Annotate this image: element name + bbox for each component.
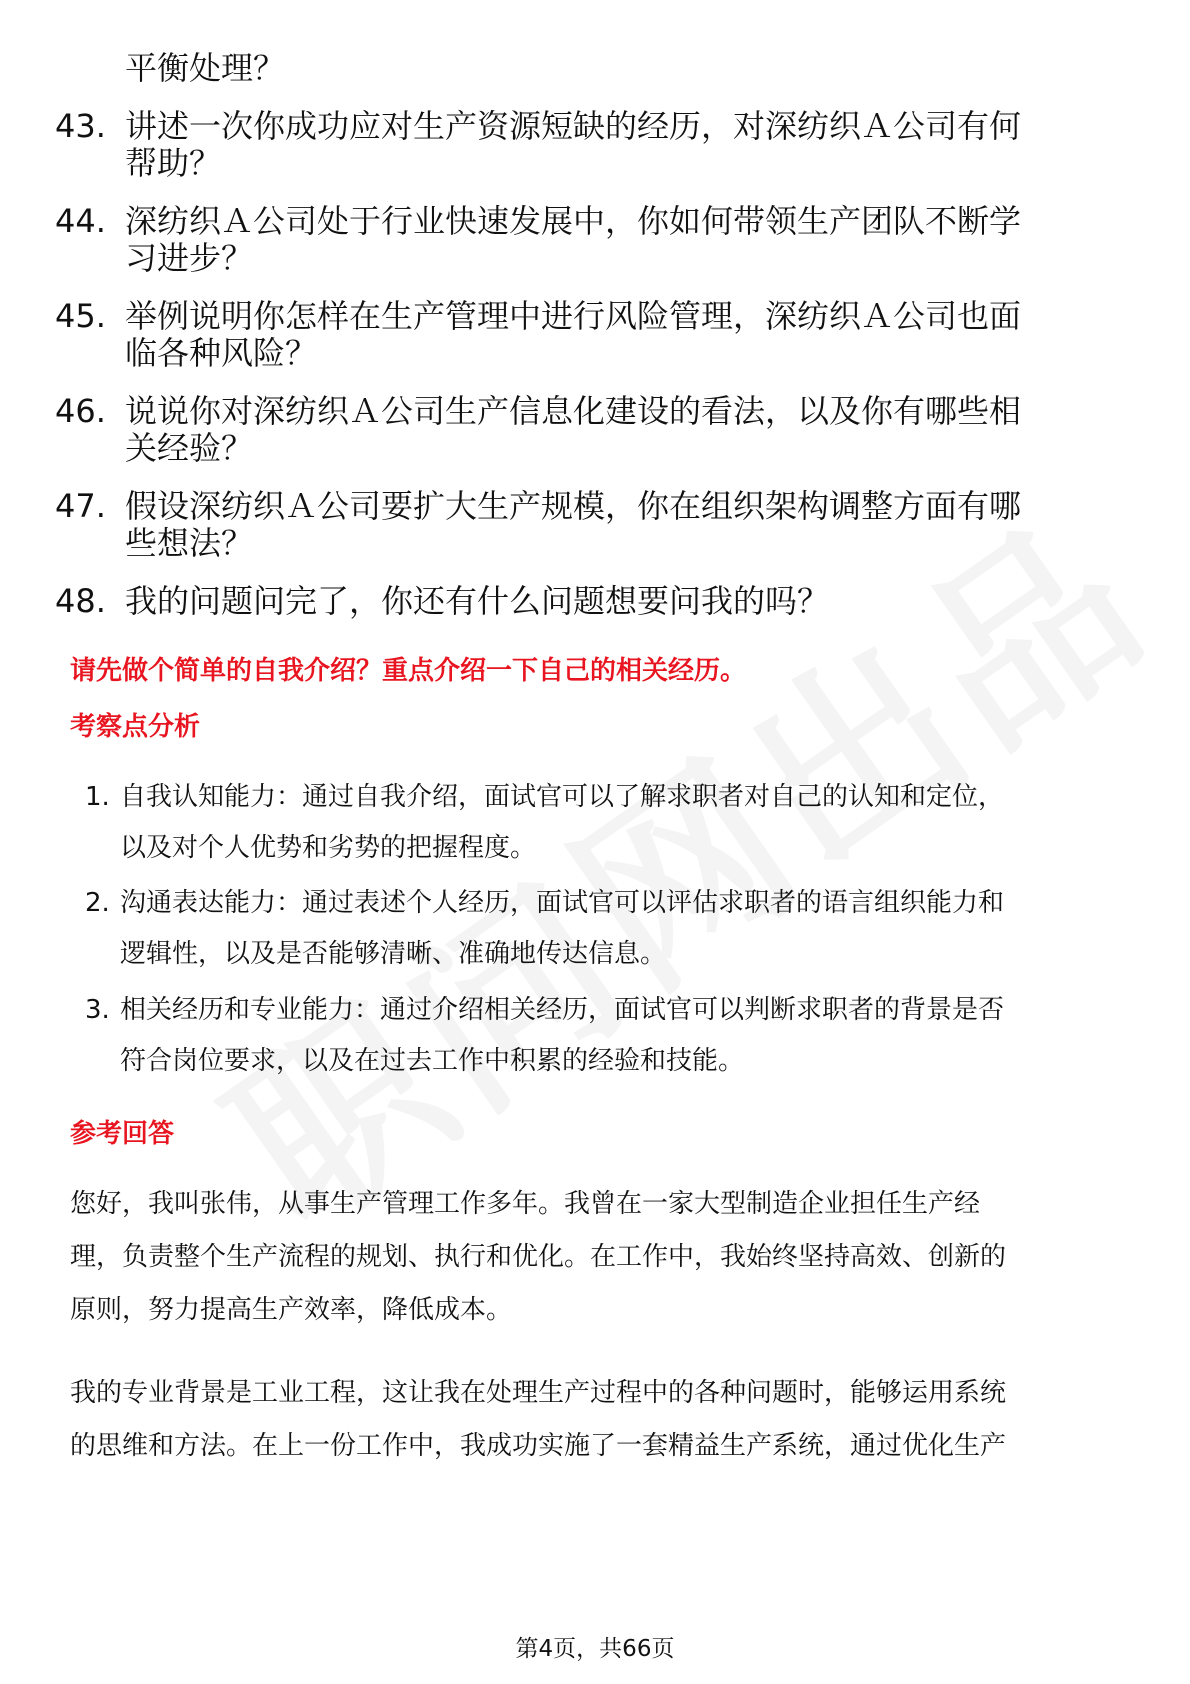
question-number: 48. bbox=[55, 582, 106, 620]
question-number: 47. bbox=[55, 487, 106, 525]
answer-line: 您好，我叫张伟，从事生产管理工作多年。我曾在一家大型制造企业担任生产经 bbox=[70, 1189, 981, 1219]
question-text: 关经验？ bbox=[125, 429, 254, 467]
answer-line: 的思维和方法。在上一份工作中，我成功实施了一套精益生产系统，通过优化生产 bbox=[70, 1431, 1007, 1461]
analysis-item-number: 3. bbox=[85, 995, 110, 1025]
analysis-item-text: 以及对个人优势和劣势的把握程度。 bbox=[120, 833, 537, 863]
question-text: 深纺织Ａ公司处于行业快速发展中，你如何带领生产团队不断学 bbox=[125, 202, 1022, 240]
question-number: 44. bbox=[55, 202, 106, 240]
answer-line: 我的专业背景是工业工程，这让我在处理生产过程中的各种问题时，能够运用系统 bbox=[70, 1378, 1007, 1408]
question-text: 些想法？ bbox=[125, 524, 254, 562]
analysis-heading: 考察点分析 bbox=[70, 712, 201, 742]
analysis-item-text: 符合岗位要求，以及在过去工作中积累的经验和技能。 bbox=[120, 1046, 745, 1076]
analysis-item-text: 自我认知能力：通过自我介绍，面试官可以了解求职者对自己的认知和定位， bbox=[120, 782, 1005, 812]
analysis-item-number: 1. bbox=[85, 782, 110, 812]
question-text: 讲述一次你成功应对生产资源短缺的经历，对深纺织Ａ公司有何 bbox=[125, 107, 1022, 145]
question-title: 请先做个简单的自我介绍？重点介绍一下自己的相关经历。 bbox=[70, 656, 747, 686]
question-text: 假设深纺织Ａ公司要扩大生产规模，你在组织架构调整方面有哪 bbox=[125, 487, 1022, 525]
page-number: 第4页，共66页 bbox=[515, 1636, 675, 1662]
question-text: 帮助？ bbox=[125, 144, 222, 182]
analysis-item-text: 逻辑性，以及是否能够清晰、准确地传达信息。 bbox=[120, 939, 667, 969]
analysis-item-text: 沟通表达能力：通过表述个人经历，面试官可以评估求职者的语言组织能力和 bbox=[120, 888, 1005, 918]
analysis-item-text: 相关经历和专业能力：通过介绍相关经历，面试官可以判断求职者的背景是否 bbox=[120, 995, 1005, 1025]
question-text: 习进步？ bbox=[125, 239, 254, 277]
question-number: 45. bbox=[55, 297, 106, 335]
question-text: 举例说明你怎样在生产管理中进行风险管理，深纺织Ａ公司也面 bbox=[125, 297, 1022, 335]
analysis-item-number: 2. bbox=[85, 888, 110, 918]
question-number: 46. bbox=[55, 392, 106, 430]
question-number: 43. bbox=[55, 107, 106, 145]
answer-line: 理，负责整个生产流程的规划、执行和优化。在工作中，我始终坚持高效、创新的 bbox=[70, 1242, 1007, 1272]
answer-heading: 参考回答 bbox=[70, 1119, 175, 1149]
question-continuation-text: 平衡处理？ bbox=[125, 49, 286, 87]
question-text: 我的问题问完了，你还有什么问题想要问我的吗？ bbox=[125, 582, 830, 620]
question-text: 说说你对深纺织Ａ公司生产信息化建设的看法，以及你有哪些相 bbox=[125, 392, 1022, 430]
question-text: 临各种风险？ bbox=[125, 334, 318, 372]
answer-line: 原则，努力提高生产效率，降低成本。 bbox=[70, 1295, 513, 1325]
